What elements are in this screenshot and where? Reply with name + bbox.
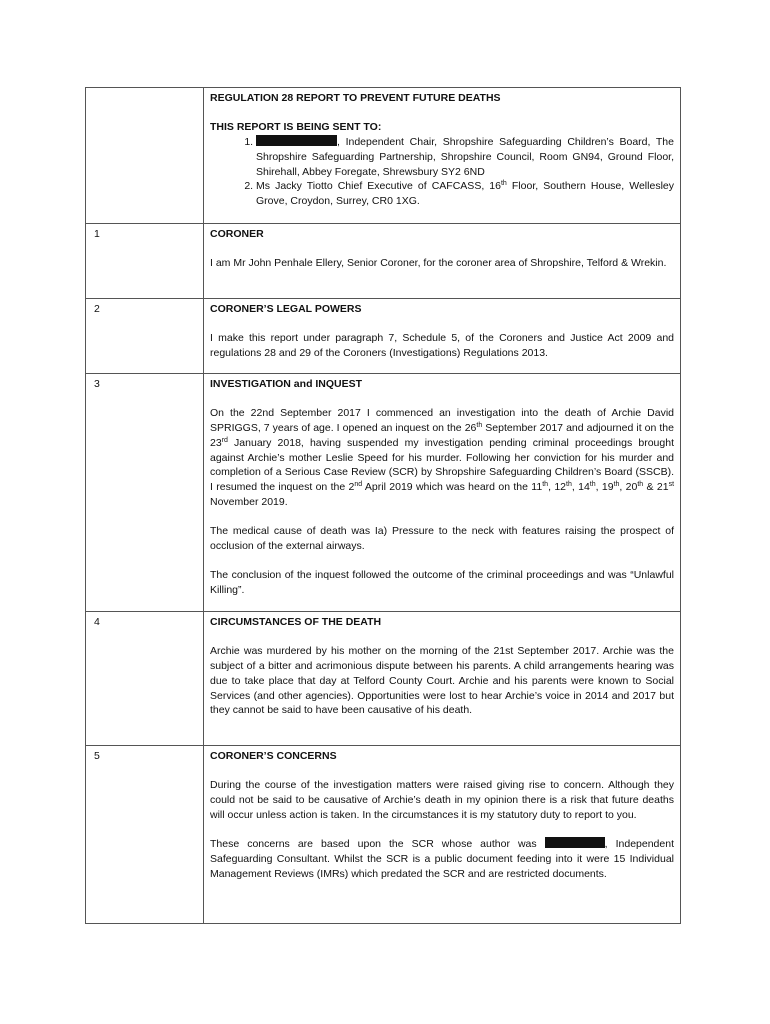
column-divider [203,88,204,223]
section-row-3 [86,373,680,611]
section-heading: CORONER’S LEGAL POWERS [210,303,362,315]
section-text: I am Mr John Penhale Ellery, Senior Coroner, for the coroner area of Shropshire, Telford & Wrekin. [210,257,667,270]
column-divider [203,224,204,298]
section-number: 5 [94,750,100,762]
section-text: I make this report under paragraph 7, Schedule 5, of the Coroners and Justice Act 2009 and regulations 28 and 29 of the Coroners (Investigations) Regulations 2013. [210,332,674,360]
section-row-4 [86,611,680,745]
sent-to-heading: THIS REPORT IS BEING SENT TO: [210,121,382,134]
redaction-block [545,837,605,848]
section-text: Archie was murdered by his mother on the morning of the 21st September 2017. Archie was the subject of a bitter and acrimonious dispute between his parents. A child arrangements hearing was due to take place that day at Telford County Court. Archie and his parents were known to Social Services (and other agencies). Opportunities were lost to hear Archie’s voice in 2014 and 2017 but they cannot be said to have been causative of his death. [210,645,674,717]
column-divider [203,299,204,373]
investigation-paragraph: On the 22nd September 2017 I commenced an investigation into the death of Archie David SPRIGGS, 7 years of age. I opened an inquest on the 26th September 2017 and adjourned it on the 23rd January 2018, having suspended my investigation pending criminal proceedings brought against Archie’s mother Leslie Speed for his murder. Following her conviction for his murder and completion of a Serious Case Review (SCR) by Shropshire Safeguarding Children’s Board (SSCB). I resumed the inquest on the 2nd April 2019 which was heard on the 11th, 12th, 14th, 19th, 20th & 21st November 2019. [210,407,675,509]
column-divider [203,374,204,611]
section-row-1 [86,223,680,298]
section-heading: INVESTIGATION and INQUEST [210,378,363,390]
header-content [210,91,674,209]
section-heading: CORONER [210,228,264,240]
cause-of-death-paragraph: The medical cause of death was Ia) Pressure to the neck with features raising the prospect of occlusion of the external airways. [210,525,674,553]
column-divider [203,746,204,923]
section-number: 2 [94,303,100,315]
redaction-block [256,135,337,146]
recipient-item: 1. , Independent Chair, Shropshire Safeguarding Children’s Board, The Shropshire Safeguarding Partnership, Shropshire Council, Room GN94, Ground Floor, Shirehall, Abbey Foregate, Shrewsbury SY2 6ND [256,135,674,179]
column-divider [203,612,204,745]
report-title: REGULATION 28 REPORT TO PREVENT FUTURE DEATHS [210,92,501,104]
conclusion-paragraph: The conclusion of the inquest followed the outcome of the criminal proceedings and was “Unlawful Killing”. [210,569,674,597]
scr-paragraph: These concerns are based upon the SCR whose author was , Independent Safeguarding Consultant. Whilst the SCR is a public document feeding into it were 15 Individual Management Reviews (IMRs) which predated the SCR and are restricted documents. [210,838,674,880]
recipient-list [210,135,674,209]
section-content [210,615,674,718]
section-content [210,749,674,882]
section-row-2 [86,298,680,373]
header-row [86,88,680,223]
section-content [210,302,674,361]
section-heading: CORONER’S CONCERNS [210,750,337,762]
section-heading: CIRCUMSTANCES OF THE DEATH [210,616,382,628]
report-table [85,87,681,924]
section-row-5 [86,745,680,923]
section-number: 4 [94,616,100,628]
section-number: 3 [94,378,100,390]
concerns-paragraph: During the course of the investigation matters were raised giving rise to concern. Although they could not be said to be causative of Archie’s death in my opinion there is a risk that future deaths will occur unless action is taken. In the circumstances it is my statutory duty to report to you. [210,779,674,821]
section-content [210,227,674,271]
section-number: 1 [94,228,100,240]
recipient-item: 2. Ms Jacky Tiotto Chief Executive of CAFCASS, 16th Floor, Southern House, Wellesley Grove, Croydon, Surrey, CR0 1XG. [256,179,674,209]
section-content [210,377,674,598]
